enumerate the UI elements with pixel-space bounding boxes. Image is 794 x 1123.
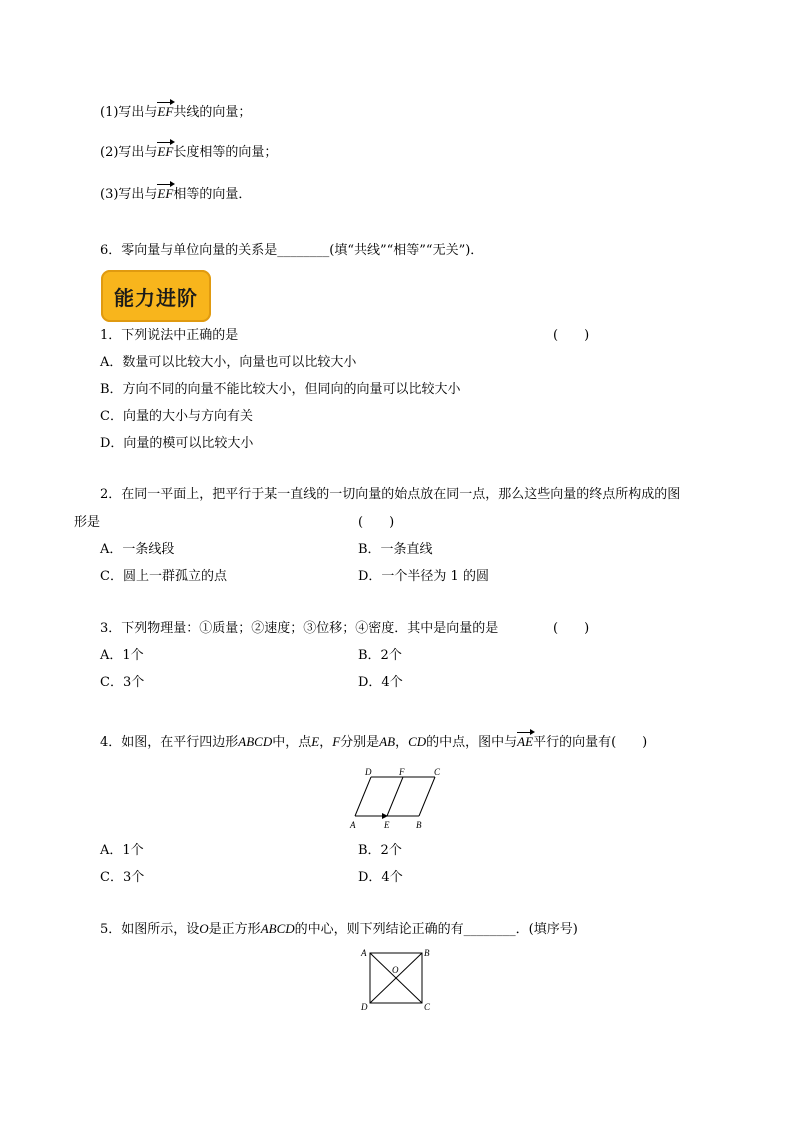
- q4-abcd: ABCD: [238, 734, 273, 749]
- part-1: [100, 104, 251, 121]
- q4-stem-part: 4．如图，在平行四边形: [100, 735, 239, 750]
- q5-abcd: ABCD: [260, 921, 295, 936]
- q3-option-c: C．3个: [100, 675, 145, 690]
- label-f: F: [399, 767, 405, 777]
- q4-option-c: C．3个: [100, 870, 145, 885]
- q3-stem: 3．下列物理量：①质量；②速度；③位移；④密度．其中是向量的是: [100, 621, 499, 636]
- question-6: 6．零向量与单位向量的关系是________(填“共线”“相等”“无关”)．: [100, 243, 484, 258]
- q2-option-d: D．一个半径为 1 的圆: [358, 569, 489, 584]
- part-3-text: (3)写出与: [100, 187, 158, 202]
- vector-ef: EF: [157, 186, 174, 201]
- q1-option-b: B．方向不同的向量不能比较大小，但同向的向量可以比较大小: [100, 382, 461, 397]
- label-e: E: [384, 820, 390, 830]
- label-c: C: [434, 767, 441, 777]
- label-o: O: [392, 965, 399, 975]
- q2-option-a: A．一条线段: [100, 542, 175, 557]
- square-figure: [356, 944, 436, 1012]
- q2-stem-line2: 形是: [74, 515, 101, 530]
- q3-option-d: D．4个: [358, 675, 403, 690]
- q4-cd: CD: [408, 734, 427, 749]
- part-3-text-end: 相等的向量．: [173, 187, 252, 202]
- label-c: C: [424, 1002, 431, 1012]
- q5-stem-part: 是正方形: [208, 922, 261, 937]
- part-3: [100, 186, 251, 203]
- vector-ef: EF: [157, 144, 174, 159]
- segment-ef: [387, 777, 403, 816]
- q4-comma: ，: [395, 735, 409, 750]
- label-d: D: [365, 767, 372, 777]
- vector-ae: AE: [517, 734, 534, 749]
- label-b: B: [424, 948, 430, 958]
- q4-ab: AB: [379, 734, 396, 749]
- part-1-text: (1)写出与: [100, 105, 158, 120]
- q4-point-f: F: [332, 734, 341, 749]
- segment-ad: [355, 777, 371, 816]
- q4-stem-part: 平行的向量有( ): [533, 735, 648, 750]
- label-b: B: [416, 820, 422, 830]
- section-banner: [101, 270, 211, 322]
- q5-stem-part: 的中心，则下列结论正确的有________．(填序号): [294, 922, 578, 937]
- q4-option-d: D．4个: [358, 870, 403, 885]
- q4-stem-part: 分别是: [340, 735, 380, 750]
- q5-stem: [100, 921, 578, 938]
- q5-stem-part: 5．如图所示，设: [100, 922, 200, 937]
- q4-point-e: E: [311, 734, 320, 749]
- q4-option-a: A．1个: [100, 843, 144, 858]
- q4-comma: ，: [319, 735, 333, 750]
- vector-ef: EF: [157, 104, 174, 119]
- label-d: D: [361, 1002, 368, 1012]
- q1-option-c: C．向量的大小与方向有关: [100, 409, 253, 424]
- q4-stem: [100, 734, 647, 751]
- q2-answer-paren: ( ): [358, 515, 395, 530]
- q3-option-b: B．2个: [358, 648, 402, 663]
- part-1-text-end: 共线的向量；: [173, 105, 252, 120]
- part-2-text: (2)写出与: [100, 145, 158, 160]
- q2-stem-line1: 2．在同一平面上，把平行于某一直线的一切向量的始点放在同一点，那么这些向量的终点所构成的图: [100, 487, 681, 502]
- q2-option-c: C．圆上一群孤立的点: [100, 569, 227, 584]
- q5-point-o: O: [199, 921, 209, 936]
- q3-option-a: A．1个: [100, 648, 144, 663]
- q4-stem-part: 的中点，图中与: [426, 735, 518, 750]
- q1-answer-paren: ( ): [553, 328, 590, 343]
- q4-stem-part: 中，点: [272, 735, 312, 750]
- q1-option-a: A．数量可以比较大小，向量也可以比较大小: [100, 355, 357, 370]
- section-banner-label: 能力进阶: [114, 285, 198, 310]
- segment-bc: [419, 777, 435, 816]
- q1-option-d: D．向量的模可以比较大小: [100, 436, 254, 451]
- label-a: A: [361, 948, 367, 958]
- part-2: [100, 144, 277, 161]
- q1-stem: 1．下列说法中正确的是: [100, 328, 239, 343]
- q4-option-b: B．2个: [358, 843, 402, 858]
- q3-answer-paren: ( ): [553, 621, 590, 636]
- parallelogram-figure: [340, 766, 450, 832]
- q2-option-b: B．一条直线: [358, 542, 433, 557]
- part-2-text-end: 长度相等的向量；: [173, 145, 278, 160]
- label-a: A: [350, 820, 356, 830]
